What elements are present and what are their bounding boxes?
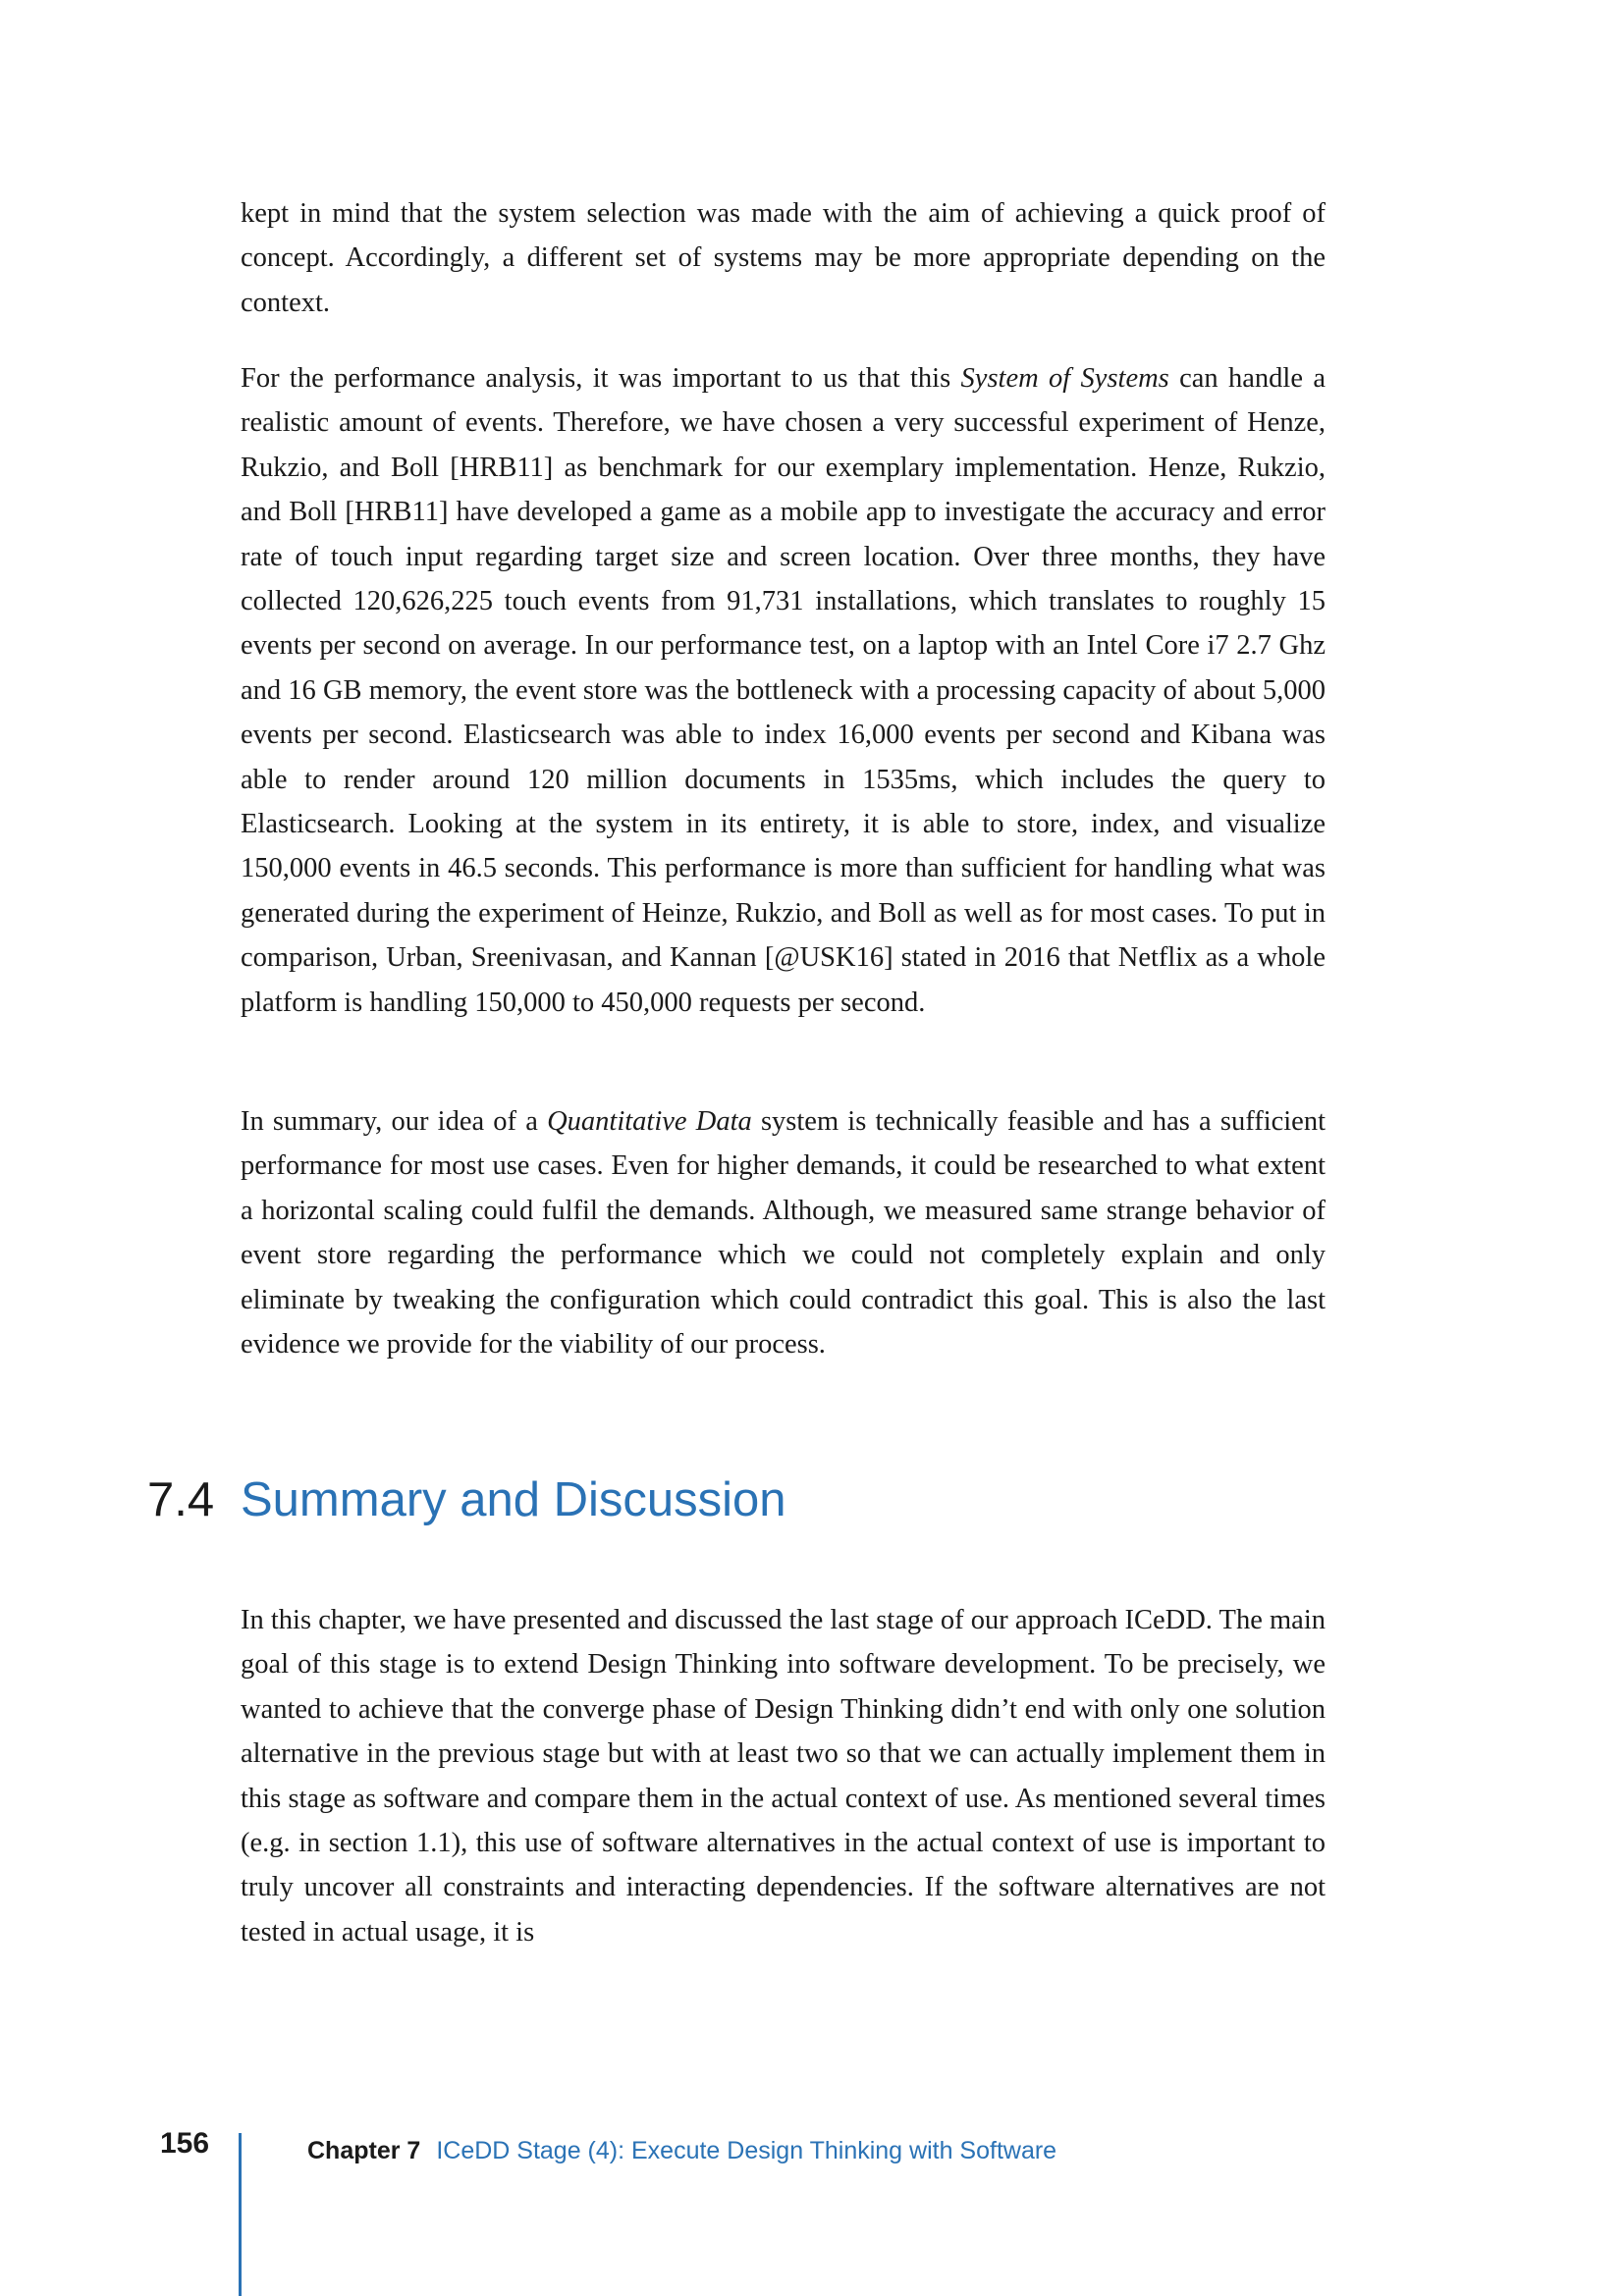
paragraph-text: kept in mind that the system selection was made with the aim of achieving a quick proof of concept. Accordingly, a different set of systems may be more appropriate depending on the context. — [241, 198, 1326, 318]
body-paragraph-1 — [241, 191, 1326, 325]
paragraph-text — [241, 356, 1326, 1025]
page-number: 156 — [160, 2127, 210, 2160]
paragraph-text: In this chapter, we have presented and discussed the last stage of our approach ICeDD. The main goal of this stage is to extend Design Thinking into software development. To be precisely, we wanted to achieve that the converge phase of Design Thinking didn’t end with only one solution alternative in the previous stage but with at least two so that we can actually implement them in this stage as software and compare them in the actual context of use. As mentioned several times (e.g. in section 1.1), this use of software alternatives in the actual context of use is important to truly uncover all constraints and interacting dependencies. If the software alternatives are not tested in actual usage, it is — [241, 1605, 1326, 1948]
paragraph-text — [241, 1099, 1326, 1366]
emphasis-system-of-systems: System of Systems — [960, 363, 1169, 394]
paragraph-text-after: system is technically feasible and has a sufficient performance for most use cases. Even for higher demands, it could be researched to what extent a horizontal scaling could fulfil the demands. Although, we measured same strange behavior of event store regarding the performance which we could not completely explain and only eliminate by tweaking the configuration which could contradict this goal. This is also the last evidence we provide for the viability of our process. — [241, 1106, 1326, 1361]
section-number: 7.4 — [147, 1473, 215, 1526]
paragraph-text-before: In summary, our idea of a — [241, 1106, 548, 1137]
body-paragraph-2 — [241, 356, 1326, 1025]
chapter-label: Chapter 7 — [307, 2137, 421, 2164]
section-heading — [147, 1470, 786, 1529]
paragraph-text-after: can handle a realistic amount of events. Therefore, we have chosen a very successful experiment of Henze, Rukzio, and Boll [HRB11] as benchmark for our exemplary implementation. Henze, Rukzio, and Boll [HRB11] have developed a game as a mobile app to investigate the accuracy and error rate of touch input regarding target size and screen location. Over three months, they have collected 120,626,225 touch events from 91,731 installations, which translates to roughly 15 events per second on average. In our performance test, on a laptop with an Intel Core i7 2.7 Ghz and 16 GB memory, the event store was the bottleneck with a processing capacity of about 5,000 events per second. Elasticsearch was able to index 16,000 events per second and Kibana was able to render around 120 million documents in 1535ms, which includes the query to Elasticsearch. Looking at the system in its entirety, it is able to store, index, and visualize 150,000 events in 46.5 seconds. This performance is more than sufficient for handling what was generated during the experiment of Heinze, Rukzio, and Boll as well as for most cases. To put in comparison, Urban, Sreenivasan, and Kannan [@USK16] stated in 2016 that Netflix as a whole platform is handling 150,000 to 450,000 requests per second. — [241, 363, 1326, 1018]
paragraph-text-before: For the performance analysis, it was important to us that this — [241, 363, 961, 394]
section-title: Summary and Discussion — [241, 1473, 786, 1526]
emphasis-quantitative-data: Quantitative Data — [547, 1106, 752, 1137]
body-paragraph-3 — [241, 1099, 1326, 1366]
chapter-title: ICeDD Stage (4): Execute Design Thinking with Software — [436, 2137, 1057, 2164]
body-paragraph-4 — [241, 1598, 1326, 1954]
running-head — [307, 2136, 1056, 2165]
footer-divider — [239, 2133, 242, 2296]
